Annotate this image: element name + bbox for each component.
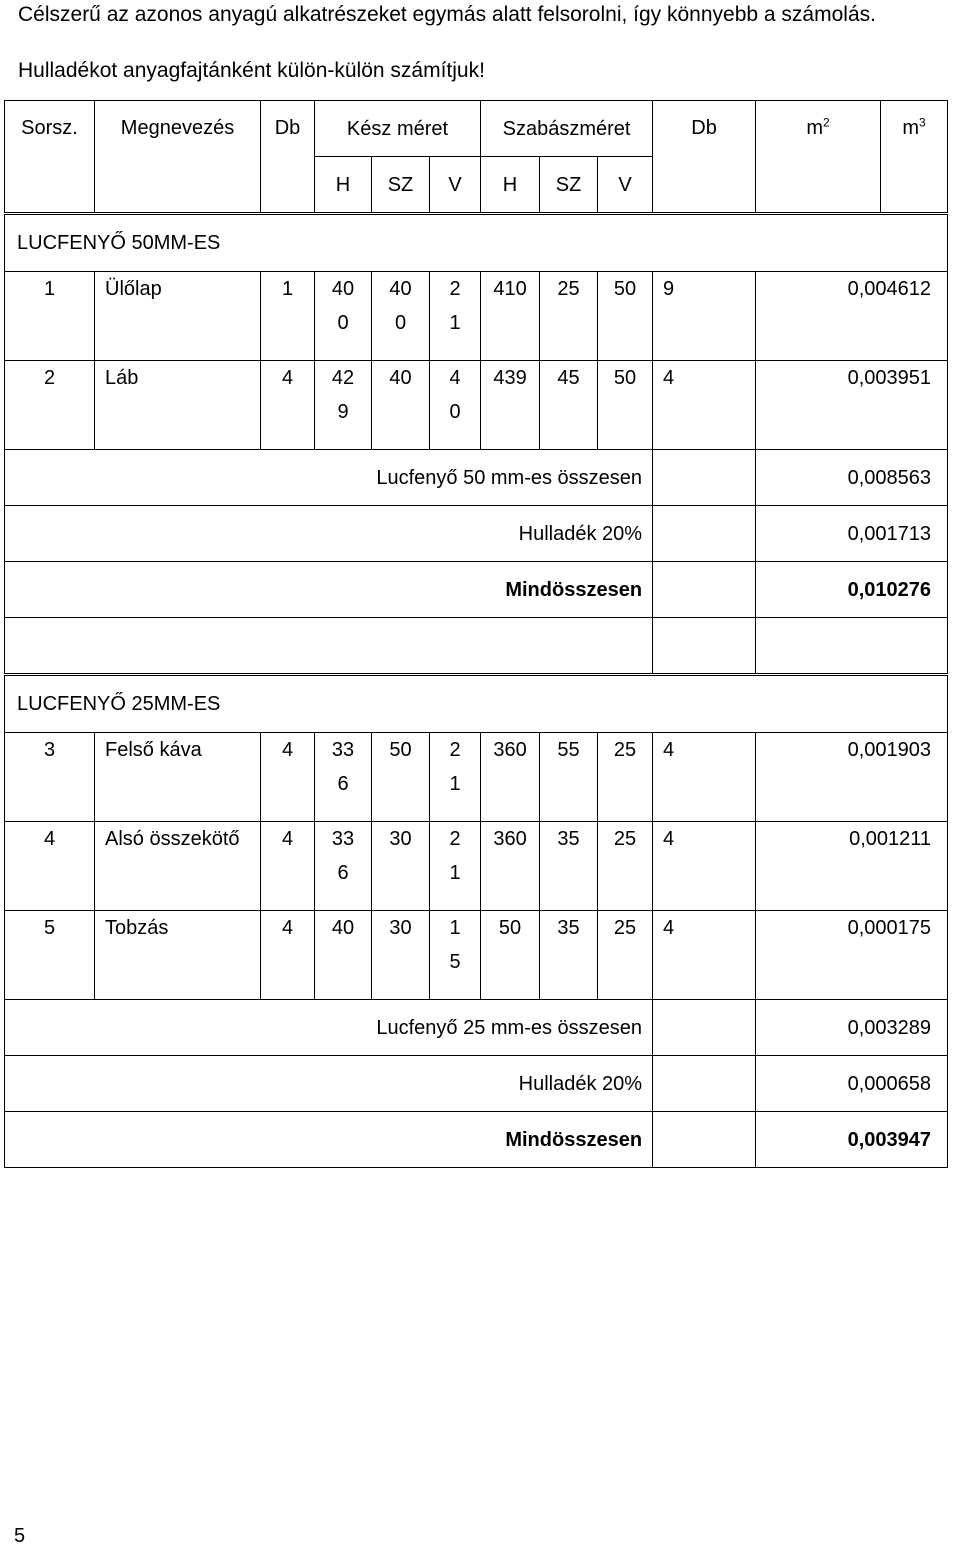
summary-row xyxy=(5,1112,948,1168)
row-kesz-sz-part: 30 xyxy=(389,828,412,850)
sub-v-2: V xyxy=(598,157,653,214)
row-szab-sz: 35 xyxy=(540,822,598,911)
header-row xyxy=(5,101,948,157)
row-name: Ülőlap xyxy=(95,272,261,361)
row-szab-v: 25 xyxy=(598,822,653,911)
row-db: 4 xyxy=(261,911,315,1000)
gap-row xyxy=(5,618,948,675)
row-db: 4 xyxy=(261,822,315,911)
row-nr: 2 xyxy=(5,361,95,450)
m2-base: m xyxy=(806,117,824,139)
summary-value: 0,001713 xyxy=(756,506,948,562)
header-m3 xyxy=(881,101,948,214)
sub-sz-1: SZ xyxy=(372,157,430,214)
sub-v-1: V xyxy=(430,157,481,214)
row-kesz-v-part: 0 xyxy=(449,401,461,423)
row-kesz-sz xyxy=(372,822,430,911)
row-name: Láb xyxy=(95,361,261,450)
header-db: Db xyxy=(261,101,315,214)
summary-row xyxy=(5,450,948,506)
row-db2: 4 xyxy=(653,361,756,450)
row-kesz-v-part: 2 xyxy=(449,828,461,850)
summary-label: Hulladék 20% xyxy=(5,506,653,562)
row-szab-sz: 45 xyxy=(540,361,598,450)
section-title: LUCFENYŐ 25MM-ES xyxy=(5,675,948,733)
row-szab-sz: 35 xyxy=(540,911,598,1000)
section-title: LUCFENYŐ 50MM-ES xyxy=(5,214,948,272)
row-kesz-h-part: 9 xyxy=(337,401,349,423)
header-sorsz: Sorsz. xyxy=(5,101,95,214)
row-szab-v: 25 xyxy=(598,911,653,1000)
summary-value: 0,000658 xyxy=(756,1056,948,1112)
header-megnevezes: Megnevezés xyxy=(95,101,261,214)
row-kesz-sz xyxy=(372,733,430,822)
row-name: Alsó összekötő xyxy=(95,822,261,911)
summary-row xyxy=(5,1000,948,1056)
table-row xyxy=(5,822,948,911)
row-kesz-sz-part: 40 xyxy=(389,278,412,300)
summary-row xyxy=(5,506,948,562)
summary-label: Mindösszesen xyxy=(5,562,653,618)
table-row xyxy=(5,272,948,361)
row-db2: 4 xyxy=(653,822,756,911)
row-szab-sz: 25 xyxy=(540,272,598,361)
row-kesz-v-part: 1 xyxy=(449,862,461,884)
row-szab-v: 50 xyxy=(598,272,653,361)
row-kesz-v xyxy=(430,822,481,911)
summary-value: 0,003947 xyxy=(756,1112,948,1168)
summary-value: 0,003289 xyxy=(756,1000,948,1056)
row-kesz-h xyxy=(315,272,372,361)
row-name: Felső káva xyxy=(95,733,261,822)
row-nr: 3 xyxy=(5,733,95,822)
gap-cell xyxy=(5,618,653,675)
row-kesz-h-part: 33 xyxy=(331,739,355,761)
row-db2: 4 xyxy=(653,911,756,1000)
row-kesz-v-part: 5 xyxy=(449,951,461,973)
row-db2: 4 xyxy=(653,733,756,822)
row-name: Tobzás xyxy=(95,911,261,1000)
row-kesz-h-part: 40 xyxy=(331,917,355,939)
summary-label: Mindösszesen xyxy=(5,1112,653,1168)
row-kesz-v-part: 4 xyxy=(449,367,461,389)
row-kesz-h-part: 33 xyxy=(331,828,355,850)
summary-blank xyxy=(653,1056,756,1112)
row-kesz-h xyxy=(315,911,372,1000)
row-nr: 4 xyxy=(5,822,95,911)
row-kesz-sz xyxy=(372,361,430,450)
row-kesz-h-part: 6 xyxy=(337,862,349,884)
row-kesz-v-part: 1 xyxy=(449,917,461,939)
summary-blank xyxy=(653,506,756,562)
summary-blank xyxy=(653,450,756,506)
row-nr: 1 xyxy=(5,272,95,361)
row-kesz-sz xyxy=(372,272,430,361)
row-szab-h: 50 xyxy=(481,911,540,1000)
row-szab-h: 360 xyxy=(481,822,540,911)
row-kesz-v-part: 1 xyxy=(449,312,461,334)
m3-sup: 3 xyxy=(919,115,926,130)
m2-sup: 2 xyxy=(823,115,830,130)
page-number: 5 xyxy=(14,1525,26,1547)
gap-cell xyxy=(756,618,948,675)
row-szab-h: 410 xyxy=(481,272,540,361)
section-title-row xyxy=(5,214,948,272)
header-db2-label: Db xyxy=(691,117,717,139)
sub-sz-2: SZ xyxy=(540,157,598,214)
row-m3: 0,003951 xyxy=(756,361,948,450)
summary-blank xyxy=(653,1112,756,1168)
row-kesz-sz-part: 40 xyxy=(389,367,412,389)
summary-row xyxy=(5,1056,948,1112)
summary-label: Hulladék 20% xyxy=(5,1056,653,1112)
row-kesz-h xyxy=(315,822,372,911)
row-db2: 9 xyxy=(653,272,756,361)
summary-value: 0,008563 xyxy=(756,450,948,506)
row-kesz-h xyxy=(315,733,372,822)
summary-value: 0,010276 xyxy=(756,562,948,618)
table-row xyxy=(5,361,948,450)
row-db: 4 xyxy=(261,733,315,822)
cutting-list-table xyxy=(4,100,948,1168)
intro-line-2: Hulladékot anyagfajtánként külön-külön számítjuk! xyxy=(18,59,485,82)
row-szab-sz: 55 xyxy=(540,733,598,822)
row-kesz-h-part: 42 xyxy=(331,367,355,389)
sub-h-2: H xyxy=(481,157,540,214)
summary-label: Lucfenyő 50 mm-es összesen xyxy=(5,450,653,506)
table-row xyxy=(5,733,948,822)
row-nr: 5 xyxy=(5,911,95,1000)
row-szab-v: 25 xyxy=(598,733,653,822)
summary-blank xyxy=(653,562,756,618)
row-kesz-v xyxy=(430,361,481,450)
row-db: 1 xyxy=(261,272,315,361)
header-szabaszmeret: Szabászméret xyxy=(481,101,653,157)
row-m3: 0,000175 xyxy=(756,911,948,1000)
row-szab-h: 360 xyxy=(481,733,540,822)
row-szab-h: 439 xyxy=(481,361,540,450)
row-m3: 0,001903 xyxy=(756,733,948,822)
row-kesz-v-part: 1 xyxy=(449,773,461,795)
row-kesz-v-part: 2 xyxy=(449,278,461,300)
row-db: 4 xyxy=(261,361,315,450)
row-kesz-sz-part: 30 xyxy=(389,917,412,939)
row-m3: 0,001211 xyxy=(756,822,948,911)
row-kesz-sz-part: 0 xyxy=(394,312,407,334)
row-kesz-v xyxy=(430,733,481,822)
row-kesz-h-part: 0 xyxy=(337,312,349,334)
summary-label: Lucfenyő 25 mm-es összesen xyxy=(5,1000,653,1056)
row-kesz-v xyxy=(430,911,481,1000)
row-szab-v: 50 xyxy=(598,361,653,450)
row-kesz-sz-part: 50 xyxy=(389,739,412,761)
row-kesz-h-part: 6 xyxy=(337,773,349,795)
row-m3: 0,004612 xyxy=(756,272,948,361)
table-row xyxy=(5,911,948,1000)
intro-line-1: Célszerű az azonos anyagú alkatrészeket egymás alatt felsorolni, így könnyebb a számolás. xyxy=(18,3,876,26)
summary-row xyxy=(5,562,948,618)
summary-blank xyxy=(653,1000,756,1056)
row-kesz-h xyxy=(315,361,372,450)
header-kesz-meret: Kész méret xyxy=(315,101,481,157)
row-kesz-sz xyxy=(372,911,430,1000)
sub-h-1: H xyxy=(315,157,372,214)
section-title-row xyxy=(5,675,948,733)
row-kesz-h-part: 40 xyxy=(331,278,355,300)
header-m2 xyxy=(756,101,881,214)
row-kesz-v xyxy=(430,272,481,361)
row-kesz-v-part: 2 xyxy=(449,739,461,761)
gap-cell xyxy=(653,618,756,675)
m3-base: m xyxy=(902,117,920,139)
header-db2 xyxy=(653,101,756,214)
